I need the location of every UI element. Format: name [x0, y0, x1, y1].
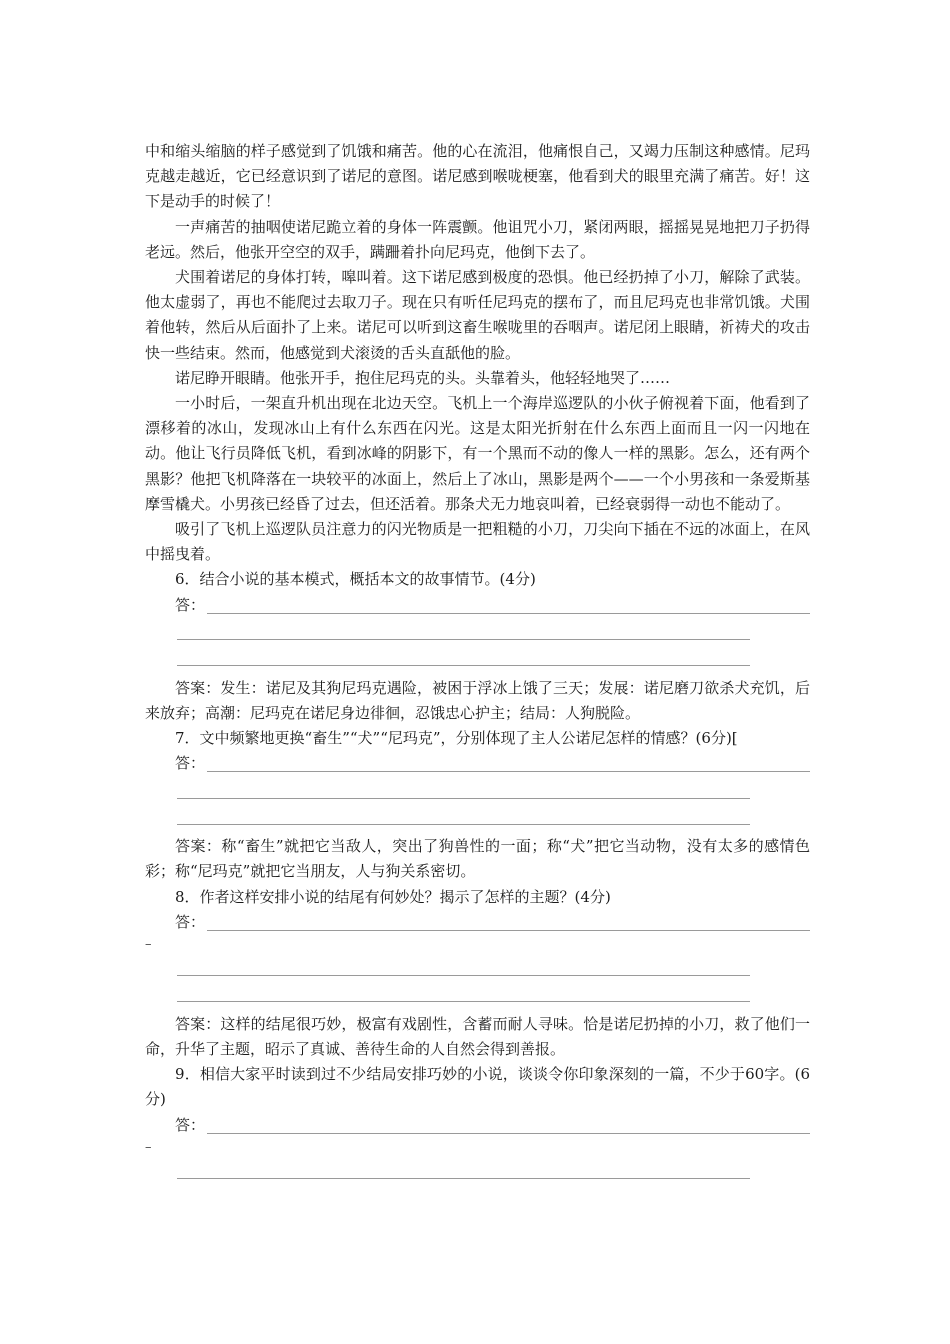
answer-line-7b[interactable]	[177, 776, 750, 798]
dash-mark: –	[145, 1139, 152, 1155]
answer-line-8c[interactable]	[177, 980, 750, 1002]
paragraph-1: 中和缩头缩脑的样子感觉到了饥饿和痛苦。他的心在流泪，他痛恨自己，又竭力压制这种感情。尼玛克越走越近，它已经意识到了诺尼的意图。诺尼感到喉咙梗塞，他看到犬的眼里充满了痛苦。好！这下是动手的时候了！	[145, 142, 810, 211]
answer-line-9b[interactable]	[177, 1157, 750, 1179]
paragraph-2: 一声痛苦的抽咽使诺尼跪立着的身体一阵震颤。他诅咒小刀，紧闭两眼，摇摇晃晃地把刀子扔得老远。然后，他张开空空的双手，蹒跚着扑向尼玛克，他倒下去了。	[145, 217, 810, 261]
question-8: 8．作者这样安排小说的结尾有何妙处？揭示了怎样的主题？(4分)	[175, 887, 611, 906]
answer-blank[interactable]	[207, 910, 810, 931]
paragraph-3: 犬围着诺尼的身体打转，嗥叫着。这下诺尼感到极度的恐惧。他已经扔掉了小刀，解除了武装。他太虚弱了，再也不能爬过去取刀子。现在只有听任尼玛克的摆布了，而且尼玛克也非常饥饿。犬围着他转，然后从后面扑了上来。诺尼可以听到这畜生喉咙里的吞咽声。诺尼闭上眼睛，祈祷犬的攻击快一些结束。然而，他感觉到犬滚烫的舌头直舐他的脸。	[145, 268, 810, 362]
document-page	[145, 139, 810, 1183]
answer-7: 答案：称“畜生”就把它当敌人，突出了狗兽性的一面；称“犬”把它当动物，没有太多的感情色彩；称“尼玛克”就把它当朋友，人与狗关系密切。	[145, 837, 810, 881]
answer-line-6b[interactable]	[177, 618, 750, 640]
answer-blank[interactable]	[207, 751, 810, 772]
answer-6: 答案：发生：诺尼及其狗尼玛克遇险，被困于浮冰上饿了三天；发展：诺尼磨刀欲杀犬充饥，后来放弃；高潮：尼玛克在诺尼身边徘徊，忍饿忠心护主；结局：人狗脱险。	[145, 678, 810, 722]
answer-line-8a[interactable]	[145, 910, 810, 935]
answer-line-6a[interactable]	[145, 593, 810, 618]
question-9: 9．相信大家平时读到过不少结局安排巧妙的小说，谈谈令你印象深刻的一篇，不少于60字。(6分)	[145, 1065, 810, 1109]
question-6: 6．结合小说的基本模式，概括本文的故事情节。(4分)	[175, 570, 536, 589]
answer-label: 答：	[175, 912, 206, 931]
dash-mark: –	[145, 937, 152, 953]
answer-label: 答：	[175, 595, 206, 614]
answer-label: 答：	[175, 754, 206, 773]
answer-line-7c[interactable]	[177, 802, 750, 824]
answer-label: 答：	[175, 1115, 206, 1134]
answer-line-7a[interactable]	[145, 751, 810, 776]
paragraph-6: 吸引了飞机上巡逻队员注意力的闪光物质是一把粗糙的小刀，刀尖向下插在不远的冰面上，在风中摇曳着。	[145, 520, 810, 564]
answer-line-6c[interactable]	[177, 644, 750, 666]
paragraph-5: 一小时后，一架直升机出现在北边天空。飞机上一个海岸巡逻队的小伙子俯视着下面，他看到了漂移着的冰山，发现冰山上有什么东西在闪光。这是太阳光折射在什么东西上面而且一闪一闪地在动。他让飞行员降低飞机，看到冰峰的阴影下，有一个黑而不动的像人一样的黑影。怎么，还有两个黑影？他把飞机降落在一块较平的冰面上，然后上了冰山，黑影是两个——一个小男孩和一条爱斯基摩雪橇犬。小男孩已经昏了过去，但还活着。那条犬无力地哀叫着，已经衰弱得一动也不能动了。	[145, 394, 810, 513]
answer-blank[interactable]	[207, 593, 810, 614]
paragraph-4: 诺尼睁开眼睛。他张开手，抱住尼玛克的头。头靠着头，他轻轻地哭了……	[175, 368, 671, 387]
answer-line-8b[interactable]	[177, 954, 750, 976]
question-7: 7．文中频繁地更换“畜生”“犬”“尼玛克”，分别体现了主人公诺尼怎样的情感？(6分)[	[175, 729, 738, 748]
answer-blank[interactable]	[207, 1113, 810, 1134]
answer-8: 答案：这样的结尾很巧妙，极富有戏剧性，含蓄而耐人寻味。恰是诺尼扔掉的小刀，救了他们一命，升华了主题，昭示了真诚、善待生命的人自然会得到善报。	[145, 1014, 810, 1059]
answer-line-9a[interactable]	[145, 1113, 810, 1138]
